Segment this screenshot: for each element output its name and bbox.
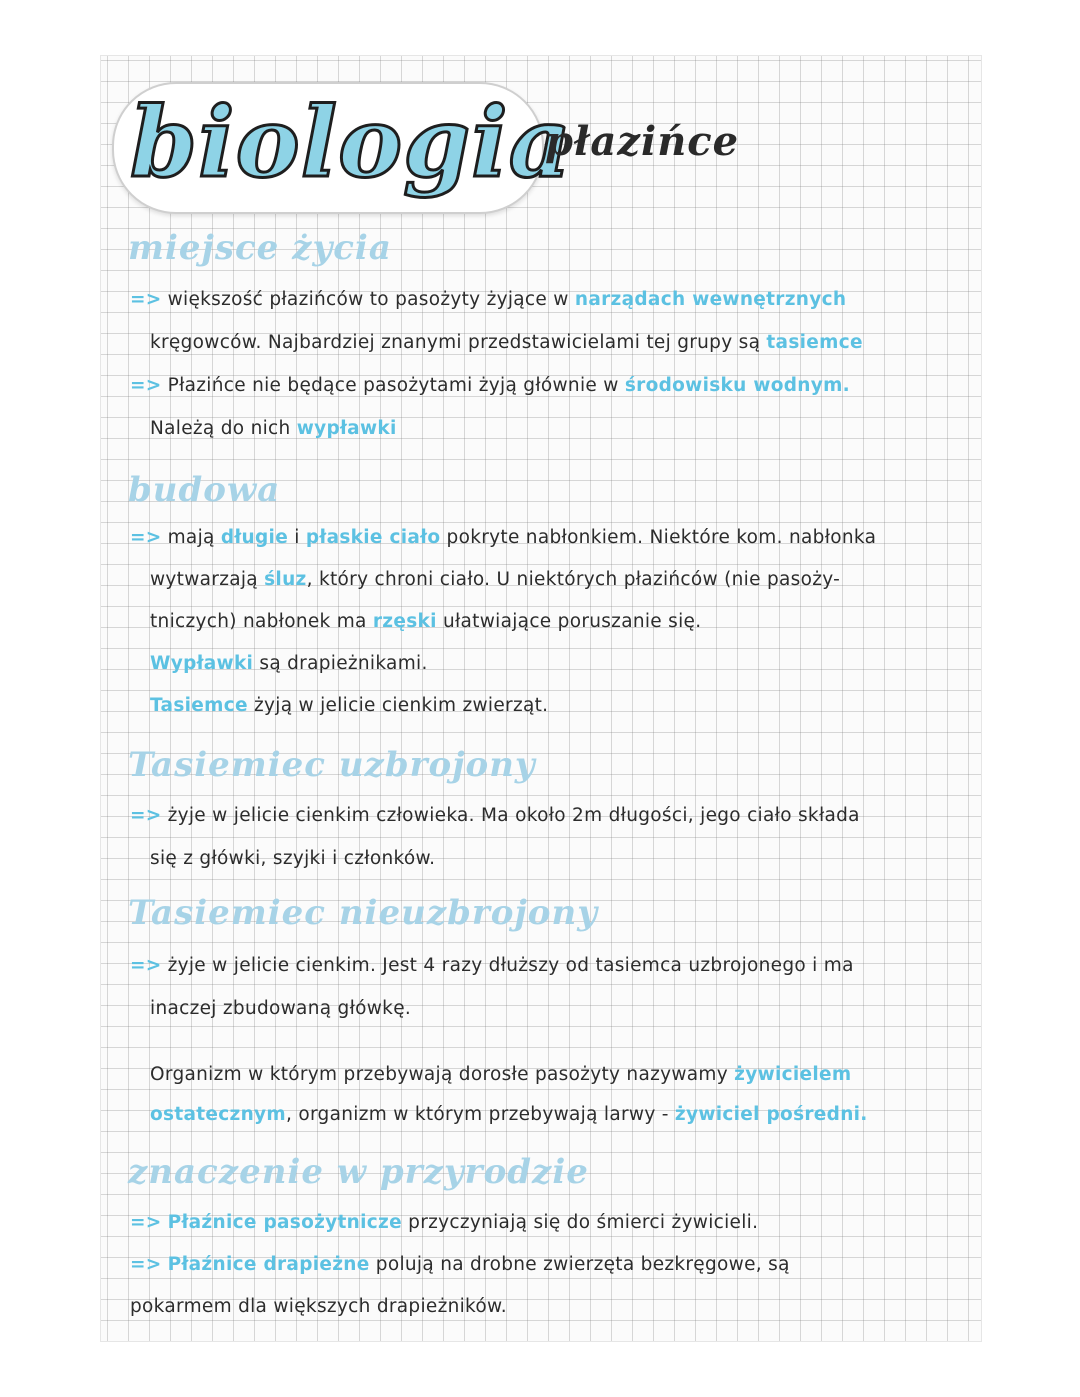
s2-line-1 xyxy=(130,525,970,551)
arrow-icon: => xyxy=(130,805,162,826)
highlight: żywicielem xyxy=(734,1064,852,1085)
s5-line-1 xyxy=(130,1210,970,1236)
highlight: Płaźnice pasożytnicze xyxy=(167,1212,402,1233)
text: polują na drobne zwierzęta bezkręgowe, są xyxy=(369,1254,790,1275)
heading-tasiemiec-uzbrojony: Tasiemiec uzbrojony xyxy=(128,745,536,785)
arrow-icon: => xyxy=(130,1254,162,1275)
arrow-icon: => xyxy=(130,1212,162,1233)
s2-line-3 xyxy=(150,609,990,635)
text: pokryte nabłonkiem. Niektóre kom. nabłonka xyxy=(440,527,877,548)
highlight: tasiemce xyxy=(766,332,863,353)
arrow-icon: => xyxy=(130,375,162,396)
highlight: Tasiemce xyxy=(150,695,248,716)
text: są drapieżnikami. xyxy=(253,653,428,674)
text: i xyxy=(288,527,306,548)
text: pokarmem dla większych drapieżników. xyxy=(130,1296,507,1317)
s2-line-2 xyxy=(150,567,990,593)
text: tniczych) nabłonek ma xyxy=(150,611,373,632)
highlight: rzęski xyxy=(372,611,437,632)
page-title: biologia xyxy=(130,86,572,199)
text: inaczej zbudowaną główkę. xyxy=(150,998,412,1019)
text: żyją w jelicie cienkim zwierząt. xyxy=(247,695,549,716)
s1-line-3 xyxy=(130,373,970,399)
text: się z główki, szyjki i członków. xyxy=(150,848,436,869)
highlight: narządach wewnętrznych xyxy=(574,289,847,310)
text: kręgowców. Najbardziej znanymi przedstawicielami tej grupy są xyxy=(150,332,767,353)
text: wytwarzają xyxy=(150,569,265,590)
heading-tasiemiec-nieuzbrojony: Tasiemiec nieuzbrojony xyxy=(128,893,598,933)
highlight: żywiciel pośredni. xyxy=(674,1104,868,1125)
arrow-icon: => xyxy=(130,955,162,976)
text: mają xyxy=(167,527,221,548)
text: ułatwiające poruszanie się. xyxy=(436,611,702,632)
s1-line-1 xyxy=(130,287,970,313)
s2-line-4 xyxy=(150,651,990,677)
s3-line-1 xyxy=(130,803,970,829)
highlight: ostatecznym xyxy=(150,1104,286,1125)
s4-line-3 xyxy=(150,1062,990,1088)
s1-line-2 xyxy=(150,330,990,356)
highlight: płaskie ciało xyxy=(305,527,441,548)
s4-line-4 xyxy=(150,1102,990,1128)
heading-budowa: budowa xyxy=(128,470,281,510)
page-subtitle: płazińce xyxy=(545,118,740,165)
text: Organizm w którym przebywają dorosłe pasożyty nazywamy xyxy=(150,1064,735,1085)
s5-line-2 xyxy=(130,1252,970,1278)
arrow-icon: => xyxy=(130,289,162,310)
highlight: Płaźnice drapieżne xyxy=(167,1254,370,1275)
highlight: Wypławki xyxy=(150,653,254,674)
text: przyczyniają się do śmierci żywicieli. xyxy=(401,1212,759,1233)
s4-line-1 xyxy=(130,953,970,979)
arrow-icon: => xyxy=(130,527,162,548)
text: , organizm w którym przebywają larwy - xyxy=(285,1104,675,1125)
s5-line-3 xyxy=(130,1294,970,1320)
highlight: środowisku wodnym. xyxy=(624,375,851,396)
s2-line-5 xyxy=(150,693,990,719)
text: większość płazińców to pasożyty żyjące w xyxy=(167,289,575,310)
heading-miejsce-zycia: miejsce życia xyxy=(128,228,392,268)
s1-line-4 xyxy=(150,416,990,442)
text: Należą do nich xyxy=(150,418,297,439)
highlight: wypławki xyxy=(296,418,397,439)
text: żyje w jelicie cienkim człowieka. Ma około 2m długości, jego ciało składa xyxy=(167,805,860,826)
text: , który chroni ciało. U niektórych płazińców (nie pasoży- xyxy=(306,569,841,590)
heading-znaczenie-w-przyrodzie: znaczenie w przyrodzie xyxy=(128,1152,589,1192)
highlight: długie xyxy=(220,527,289,548)
highlight: śluz xyxy=(264,569,307,590)
s3-line-2 xyxy=(150,846,990,872)
text: Płazińce nie będące pasożytami żyją głównie w xyxy=(167,375,625,396)
s4-line-2 xyxy=(150,996,990,1022)
text: żyje w jelicie cienkim. Jest 4 razy dłuższy od tasiemca uzbrojonego i ma xyxy=(167,955,854,976)
